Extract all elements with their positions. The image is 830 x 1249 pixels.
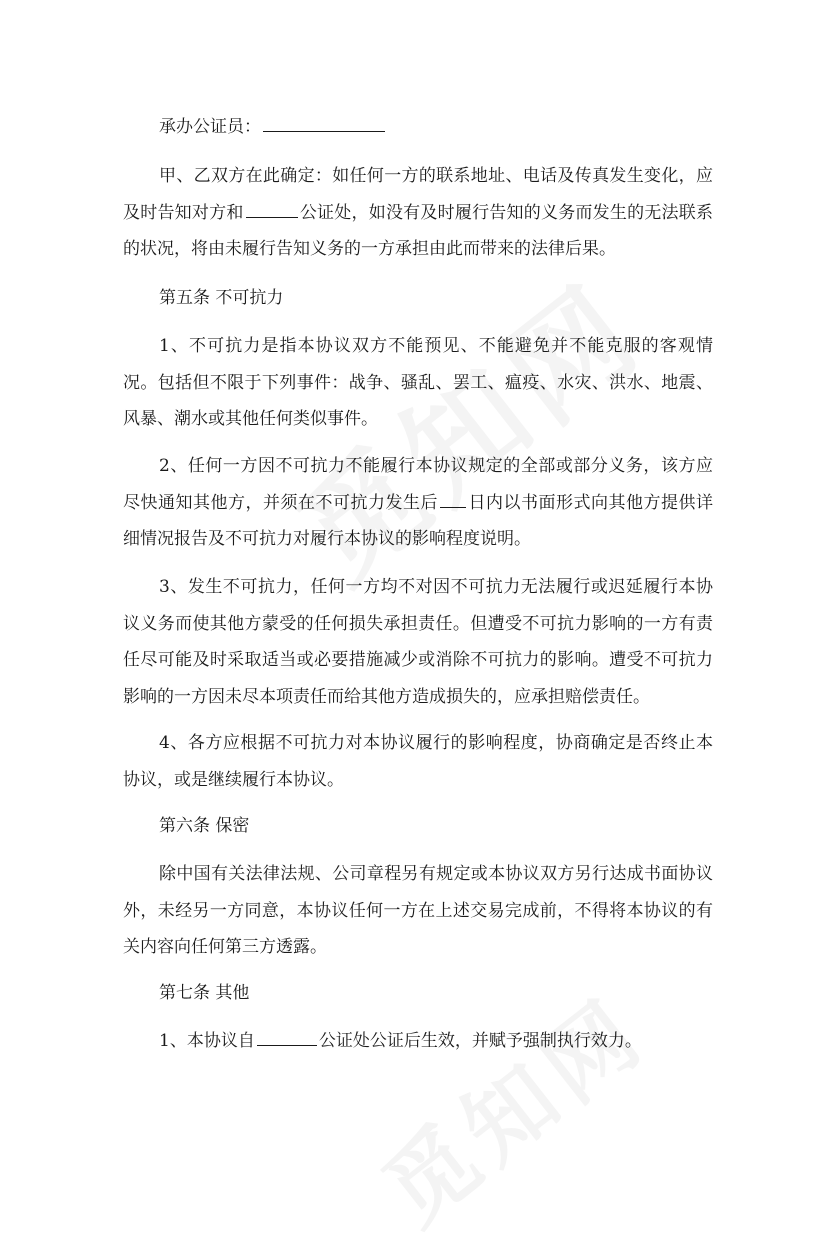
- notary-office-blank-2: [257, 1027, 317, 1046]
- article5-p3: 3、发生不可抗力，任何一方均不对因不可抗力无法履行或迟延履行本协议义务而使其他方蒙受的任何损失承担责任。但遭受不可抗力影响的一方有责任尽可能及时采取适当或必要措施减少或消除不可抗力的影响。遭受不可抗力影响的一方因未尽本项责任而给其他方造成损失的，应承担赔偿责任。: [123, 577, 713, 707]
- contact-clause-part2: 公证处，如没有及时履行告知的义务而发生的无法联系的状况，将由未履行告知义务的一方承担由此而带来的法律后果。: [123, 202, 714, 259]
- notary-officer-line: [159, 109, 749, 146]
- article5-p4: 4、各方应根据不可抗力对本协议履行的影响程度，协商确定是否终止本协议，或是继续履行本协议。: [123, 733, 713, 790]
- days-blank: [440, 489, 466, 508]
- notary-office-blank: [246, 199, 298, 218]
- article7-p1: [123, 1023, 713, 1060]
- contact-clause-part1: 甲、乙双方在此确定：如任何一方的联系地址、电话及传真发生变化，应及时告知对方和: [123, 166, 713, 223]
- article7-title: 第七条 其他: [159, 983, 250, 1003]
- article5-p2: [123, 448, 713, 558]
- article5-p2-part2: 日内以书面形式向其他方提供详细情况报告及不可抗力对履行本协议的影响程度说明。: [123, 492, 713, 549]
- contact-clause: [123, 158, 713, 268]
- article6-title: 第六条 保密: [159, 816, 250, 836]
- notary-officer-blank: [263, 113, 385, 132]
- notary-officer-label: 承办公证员：: [159, 117, 261, 137]
- article5-p1: 1、不可抗力是指本协议双方不能预见、不能避免并不能克服的客观情况。包括但不限于下列事件：战争、骚乱、罢工、瘟疫、水灾、洪水、地震、风暴、潮水或其他任何类似事件。: [123, 336, 713, 429]
- article6-p1: 除中国有关法律法规、公司章程另有规定或本协议双方另行达成书面协议外，未经另一方同意，本协议任何一方在上述交易完成前，不得将本协议的有关内容向任何第三方透露。: [123, 864, 713, 957]
- article5-p2-part1: 2、任何一方因不可抗力不能履行本协议规定的全部或部分义务，该方应尽快通知其他方，并须在不可抗力发生后: [123, 456, 713, 513]
- article5-title: 第五条 不可抗力: [159, 288, 284, 308]
- article7-p1-part2: 公证处公证后生效，并赋予强制执行效力。: [318, 1031, 642, 1051]
- article7-p1-part1: 1、本协议自: [159, 1031, 255, 1051]
